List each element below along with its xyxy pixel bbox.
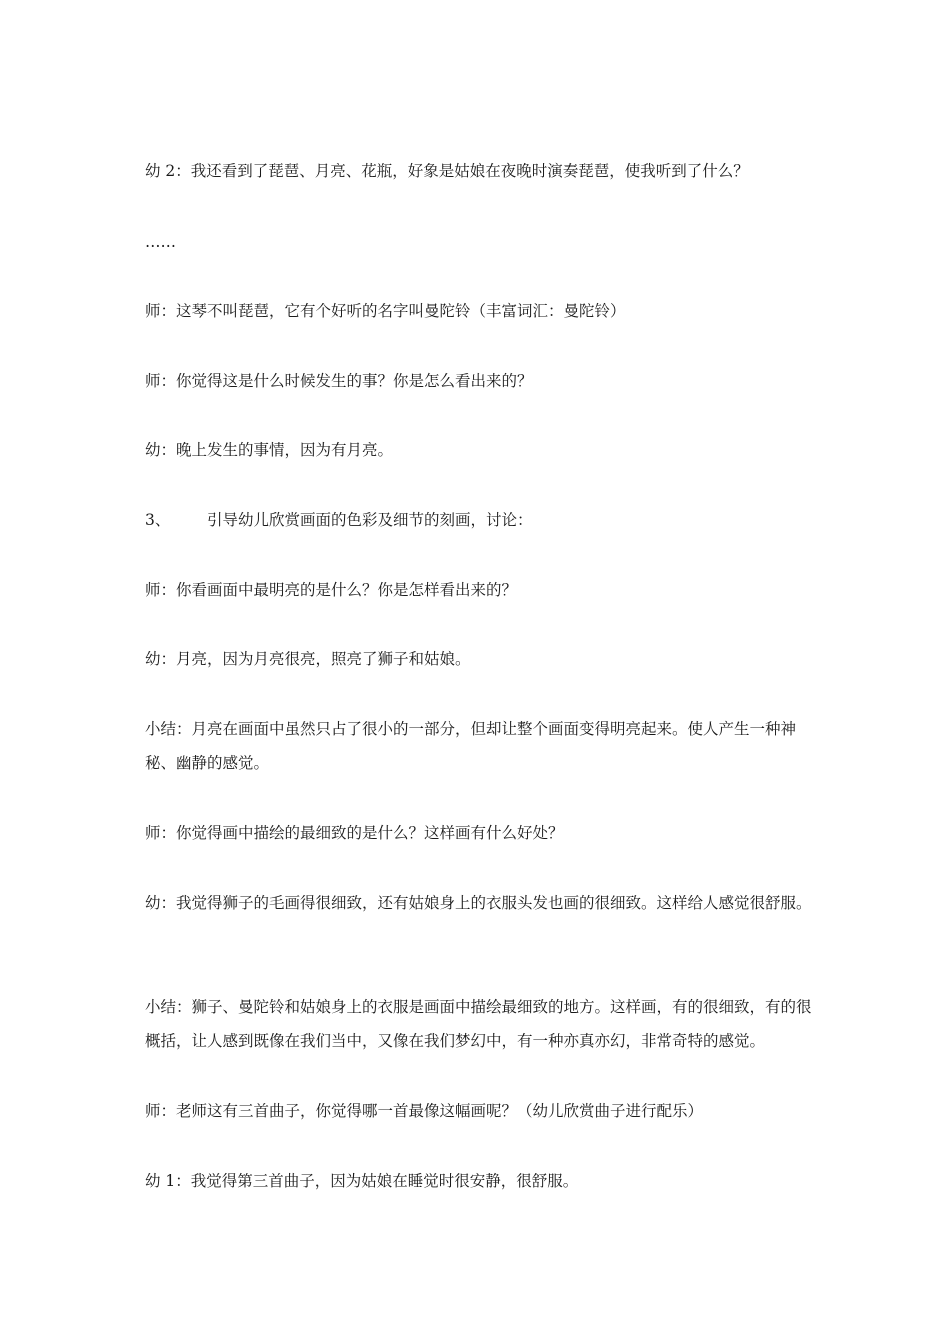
paragraph-teacher-brightest-question: 师：你看画面中最明亮的是什么？你是怎样看出来的？ <box>145 581 518 599</box>
paragraph-teacher-when-question: 师：你觉得这是什么时候发生的事？你是怎么看出来的？ <box>145 372 533 390</box>
paragraph-child-detail-answer: 幼：我觉得狮子的毛画得很细致，还有姑娘身上的衣服头发也画的很细致。这样给人感觉很舒服。 <box>145 894 812 912</box>
paragraph-teacher-mandolin: 师：这琴不叫琵琶，它有个好听的名字叫曼陀铃（丰富词汇：曼陀铃） <box>145 302 626 320</box>
paragraph-child-moon-answer: 幼：月亮，因为月亮很亮，照亮了狮子和姑娘。 <box>145 650 471 668</box>
paragraph-teacher-music-question: 师：老师这有三首曲子，你觉得哪一首最像这幅画呢？（幼儿欣赏曲子进行配乐） <box>145 1102 704 1120</box>
section-text: 引导幼儿欣赏画面的色彩及细节的刻画，讨论： <box>207 511 533 529</box>
paragraph-summary-detail: 小结：狮子、曼陀铃和姑娘身上的衣服是画面中描绘最细致的地方。这样画，有的很细致，有的很概括，让人感到既像在我们当中，又像在我们梦幻中，有一种亦真亦幻，非常奇特的感觉。 <box>145 998 812 1050</box>
paragraph-section-3 <box>145 503 813 537</box>
section-number: 3、 <box>145 511 171 529</box>
paragraph-child-1-music-answer: 幼 1：我觉得第三首曲子，因为姑娘在睡觉时很安静，很舒服。 <box>145 1172 579 1190</box>
paragraph-child-2-observation: 幼 2：我还看到了琵琶、月亮、花瓶，好象是姑娘在夜晚时演奏琵琶，使我听到了什么？ <box>145 162 749 180</box>
paragraph-child-night-answer: 幼：晚上发生的事情，因为有月亮。 <box>145 441 394 459</box>
paragraph-summary-moon: 小结：月亮在画面中虽然只占了很小的一部分，但却让整个画面变得明亮起来。使人产生一种神秘、幽静的感觉。 <box>145 720 797 772</box>
paragraph-teacher-detail-question: 师：你觉得画中描绘的最细致的是什么？这样画有什么好处？ <box>145 824 564 842</box>
paragraph-ellipsis: …… <box>145 233 176 251</box>
